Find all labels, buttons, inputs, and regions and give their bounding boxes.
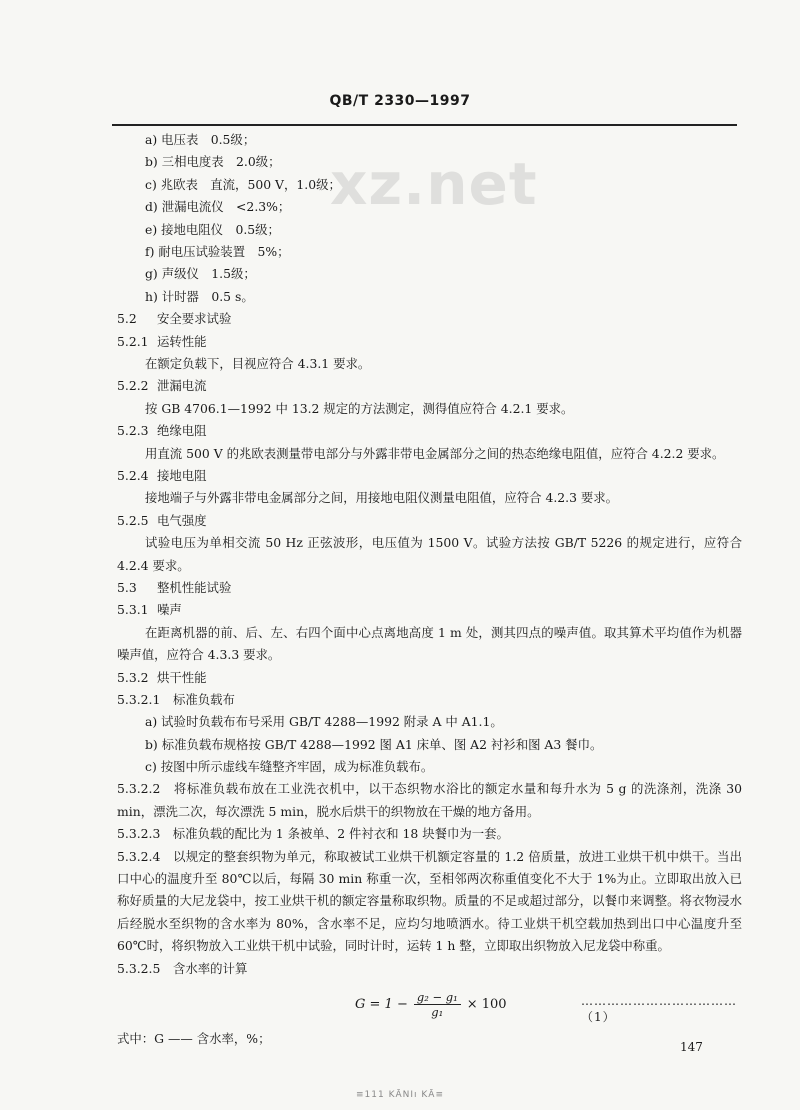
section-body: 接地端子与外露非带电金属部分之间，用接地电阻仪测量电阻值，应符合 4.2.3 要求。 (145, 490, 619, 506)
section-heading (117, 308, 742, 330)
section-number: 5.2.1 (117, 333, 149, 349)
section-paragraph: 5.3.2.4 以规定的整套织物为单元，称取被试工业烘干机额定容量的 1.2 倍质量，放进工业烘干机中烘干。当出口中心的温度升至 80℃以后，每隔 30 min 称重一次，至相邻两次称重值变化不大于 1%为止。立即取出放入已称好质量的大尼龙袋中，按工业烘干机的额定容量称取织物。质量的不足或超过部分，以餐巾来调整。将衣物浸水后经脱水至织物的含水率为 80%，含水率不足，应均匀地喷洒水。待工业烘干机空载加热到出口中心温度升至 60℃时，将织物放入工业烘干机中试验，同时计时，运转 1 h 整，立即取出织物放入尼龙袋中称重。 (117, 848, 742, 954)
page-number: 147 (680, 1040, 703, 1054)
instrument-item: a) 电压表 0.5级； (145, 132, 256, 147)
list-item: a) 试验时负载布布号采用 GB/T 4288—1992 附录 A 中 A1.1。 (145, 714, 503, 730)
page-footer: ≡111 KĀNIı KĀ≡ (356, 1090, 444, 1100)
section-number: 5.3.1 (117, 602, 149, 618)
section-title: 烘干性能 (157, 669, 207, 685)
section-title: 安全要求试验 (157, 311, 232, 327)
section-number: 5.2.5 (117, 512, 149, 528)
equation-number: ………………………………（1） (581, 994, 737, 1025)
formula-denominator: g₁ (431, 1005, 444, 1020)
formula-expression (355, 990, 507, 1019)
instrument-item: d) 泄漏电流仪 <2.3%； (145, 199, 291, 215)
section-body: 在额定负载下，目视应符合 4.3.1 要求。 (145, 355, 371, 371)
section-title: 噪声 (157, 602, 182, 618)
formula-numerator: g₂ − g₁ (414, 990, 461, 1005)
formula-rhs: × 100 (466, 997, 507, 1013)
section-heading (117, 689, 742, 711)
formula-fraction (414, 990, 461, 1019)
instrument-item: e) 接地电阻仪 0.5级； (145, 221, 280, 237)
instrument-item: f) 耐电压试验装置 5%； (145, 243, 290, 259)
section-title: 泄漏电流 (157, 378, 207, 394)
section-number: 5.2 (117, 311, 137, 327)
section-title: 接地电阻 (157, 467, 207, 483)
section-title: 标准负载布 (173, 691, 235, 707)
section-heading (117, 465, 742, 487)
section-number: 5.2.2 (117, 378, 149, 394)
section-heading (117, 599, 742, 621)
list-item: b) 标准负载布规格按 GB/T 4288—1992 图 A1 床单、图 A2 衬衫和图 A3 餐巾。 (145, 736, 603, 752)
list-item: c) 按图中所示虚线车缝整齐牢固，成为标准负载布。 (145, 759, 434, 775)
section-number: 5.3.2.5 (117, 960, 161, 976)
page-header: QB/T 2330—1997 (329, 93, 471, 109)
section-heading (117, 331, 742, 353)
section-number: 5.2.3 (117, 423, 149, 439)
section-heading (117, 420, 742, 442)
header-rule (112, 124, 737, 126)
section-body: 用直流 500 V 的兆欧表测量带电部分与外露非带电金属部分之间的热态绝缘电阻值，应符合 4.2.2 要求。 (145, 445, 725, 461)
instrument-item: b) 三相电度表 2.0级； (145, 154, 281, 170)
section-heading (117, 375, 742, 397)
section-number: 5.3 (117, 579, 137, 595)
section-paragraph: 5.3.2.2 将标准负载布放在工业洗衣机中，以干态织物水浴比的额定水量和每升水为 5 g 的洗涤剂，洗涤 30 min，漂洗二次，每次漂洗 5 min，脱水后烘干的织物放在干燥的地方备用。 (117, 781, 742, 819)
formula-lhs: G = 1 − (355, 997, 408, 1013)
section-heading (117, 510, 742, 532)
formula-block (117, 980, 742, 1028)
section-title: 绝缘电阻 (157, 423, 207, 439)
section-title: 整机性能试验 (157, 579, 232, 595)
section-title: 含水率的计算 (173, 960, 248, 976)
section-paragraph: 5.3.2.3 标准负载的配比为 1 条被单、2 件衬衣和 18 块餐巾为一套。 (117, 826, 509, 842)
section-heading (117, 577, 742, 599)
section-number: 5.3.2.1 (117, 691, 161, 707)
instrument-item: g) 声级仪 1.5级； (145, 266, 256, 282)
section-heading (117, 958, 742, 980)
section-title: 电气强度 (157, 512, 207, 528)
section-number: 5.2.4 (117, 467, 149, 483)
section-title: 运转性能 (157, 333, 207, 349)
section-body: 试验电压为单相交流 50 Hz 正弦波形，电压值为 1500 V。试验方法按 GB/T 5226 的规定进行，应符合 4.2.4 要求。 (117, 535, 742, 573)
section-heading (117, 667, 742, 689)
formula-where: 式中：G —— 含水率，%； (117, 1031, 271, 1047)
section-body: 在距离机器的前、后、左、右四个面中心点离地高度 1 m 处，测其四点的噪声值。取其算术平均值作为机器噪声值，应符合 4.3.3 要求。 (117, 624, 742, 663)
instrument-item: h) 计时器 0.5 s。 (145, 288, 254, 304)
section-number: 5.3.2 (117, 669, 149, 685)
instrument-item: c) 兆欧表 直流，500 V，1.0级； (145, 176, 341, 192)
document-body (117, 129, 742, 1050)
section-body: 按 GB 4706.1—1992 中 13.2 规定的方法测定，测得值应符合 4.2.1 要求。 (145, 400, 574, 416)
watermark: xz.net (330, 150, 538, 218)
